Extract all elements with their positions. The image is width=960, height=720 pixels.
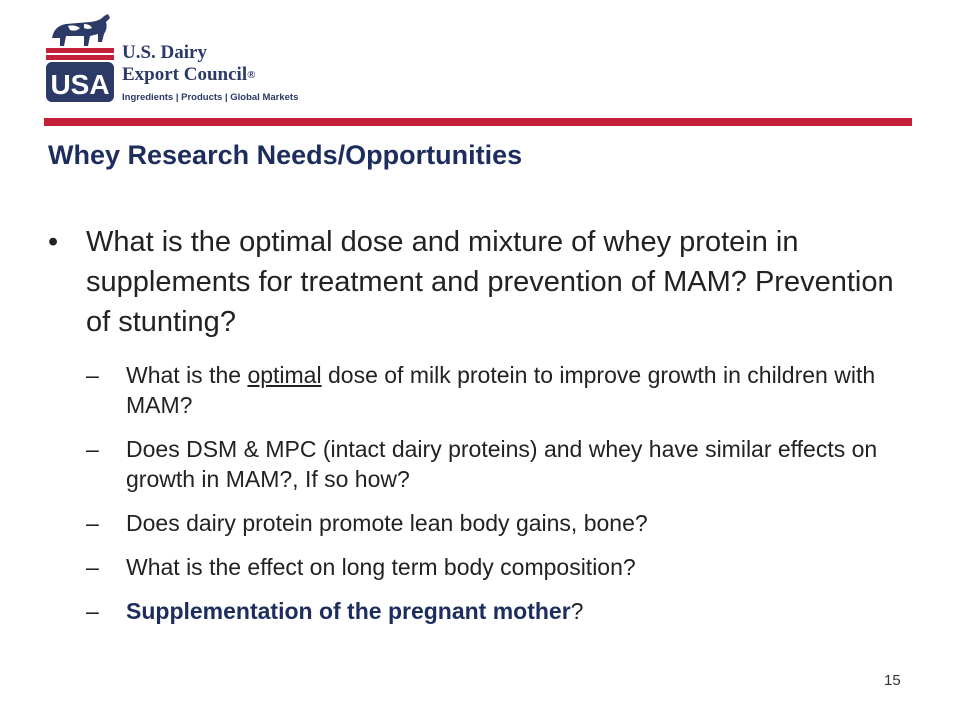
registered-mark: ®: [247, 69, 256, 81]
header-rule: [44, 118, 912, 126]
sub-item-dsm-mpc: [86, 434, 916, 494]
sub-item-dash: –: [86, 436, 99, 462]
bullet-marker: •: [48, 226, 59, 258]
sub-item-text: Does DSM & MPC (intact dairy proteins) and whey have similar effects on growth in MAM?, If so how?: [126, 436, 878, 492]
usdec-logo: [44, 12, 324, 112]
sub-item-text-after: dose of milk protein to improve growth in children with MAM?: [126, 362, 876, 418]
sub-bullet-list: [86, 360, 916, 640]
main-bullet: [48, 222, 908, 342]
page-number: 15: [884, 672, 901, 689]
logo-line1: U.S. Dairy: [122, 42, 207, 63]
main-bullet-text: What is the optimal dose and mixture of whey protein in supplements for treatment and prevention of MAM? Prevention of stunting?: [86, 226, 894, 338]
sub-item-text: Does dairy protein promote lean body gains, bone?: [126, 510, 648, 536]
usa-badge-text: USA: [50, 69, 110, 100]
logo-text: [122, 42, 298, 103]
sub-item-text: What is the effect on long term body composition?: [126, 554, 636, 580]
sub-item-pregnant-mother: [86, 596, 916, 626]
slide-title: Whey Research Needs/Opportunities: [48, 140, 523, 170]
sub-item-text-after: ?: [570, 598, 584, 624]
logo-tagline: Ingredients | Products | Global Markets: [122, 92, 299, 103]
cow-usa-badge-icon: [44, 12, 116, 108]
sub-item-text: [126, 596, 916, 626]
sub-item-dash: –: [86, 362, 99, 388]
underlined-word: optimal: [247, 362, 322, 388]
sub-item-dash: –: [86, 554, 99, 580]
sub-item-lean-body: [86, 508, 916, 538]
logo-line2-text: Export Council: [122, 64, 248, 85]
sub-item-text: [126, 360, 916, 420]
logo-line2: [122, 64, 298, 86]
sub-item-text-before: What is the: [126, 362, 248, 388]
sub-item-dash: –: [86, 598, 99, 624]
sub-item-dash: –: [86, 510, 99, 536]
sub-item-bold-text: Supplementation of the pregnant mother: [126, 598, 571, 624]
sub-item-body-composition: [86, 552, 916, 582]
sub-item-optimal-dose: [86, 360, 916, 420]
